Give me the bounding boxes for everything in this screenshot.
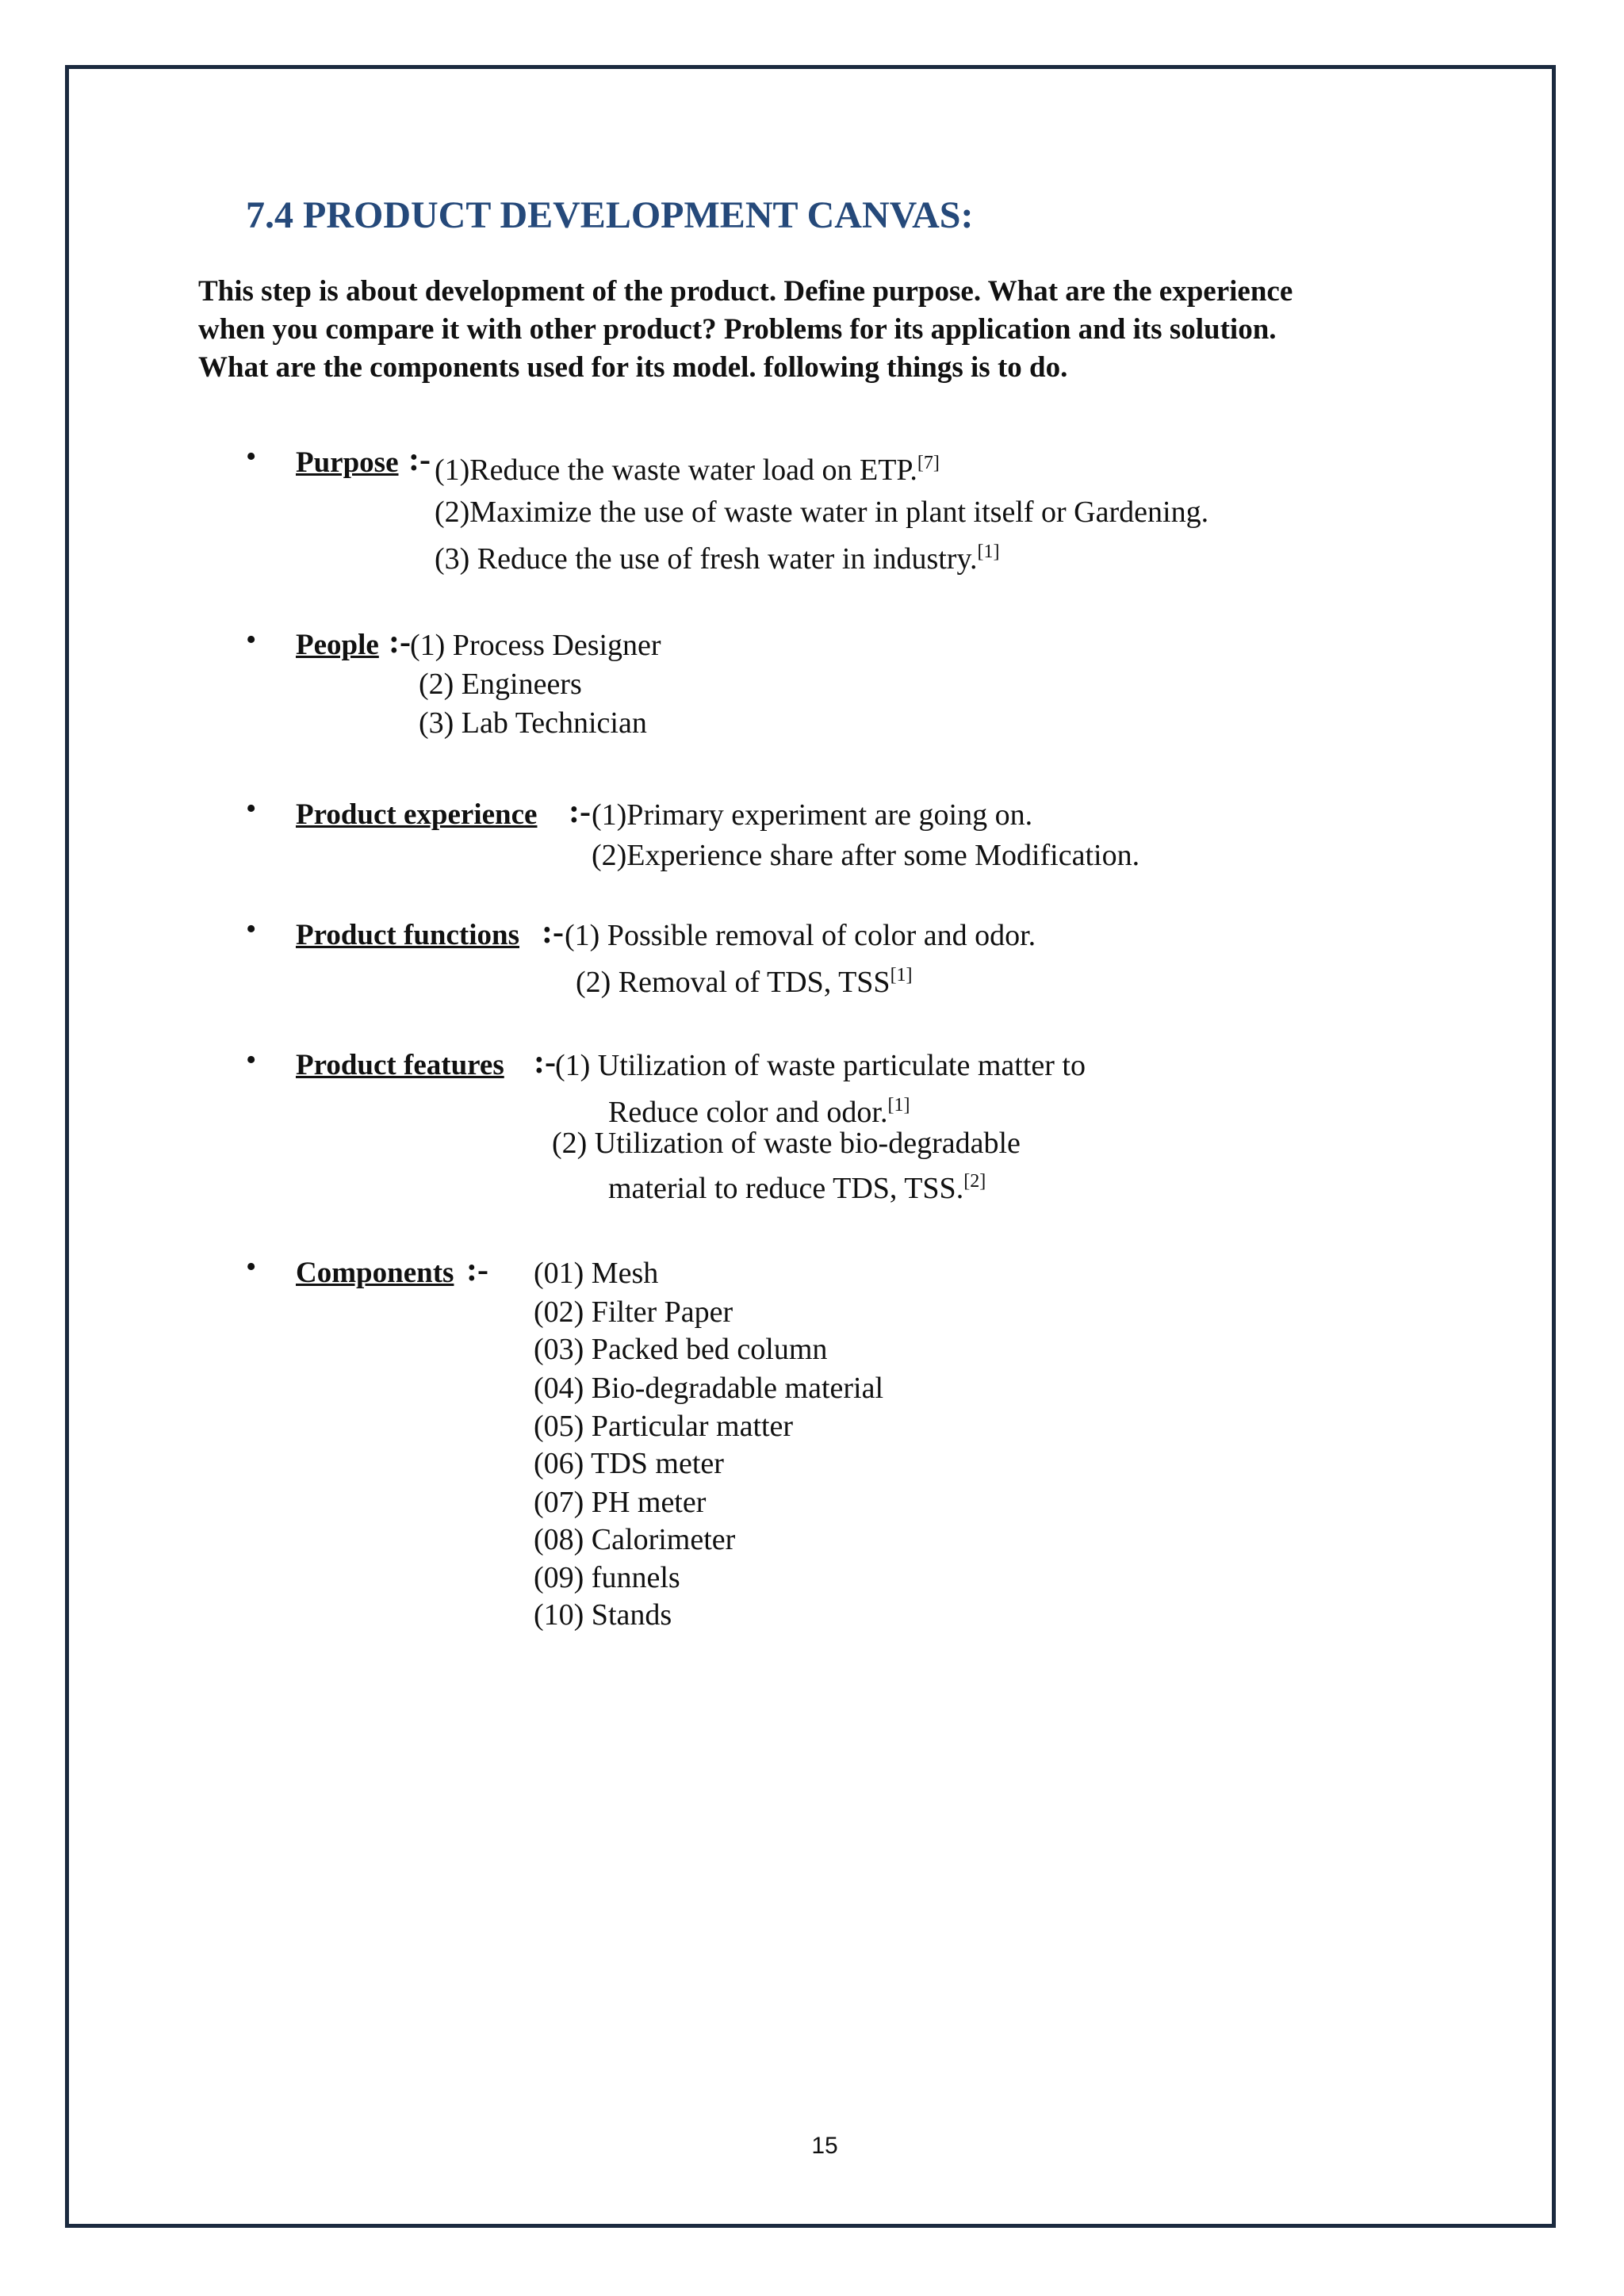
label-separator: :- — [389, 624, 411, 660]
component-item: (10) Stands — [534, 1598, 672, 1632]
citation: [1] — [887, 1095, 910, 1115]
citation: [7] — [917, 453, 940, 473]
intro-line: when you compare it with other product? Problems for its application and its solution. — [198, 313, 1277, 346]
label-separator: :- — [408, 442, 431, 478]
purpose-item: (1)Reduce the waste water load on ETP.[7] — [435, 453, 940, 487]
experience-item: (1)Primary experiment are going on. — [592, 798, 1033, 832]
people-item: (3) Lab Technician — [419, 706, 647, 740]
citation: [2] — [963, 1171, 986, 1192]
intro-paragraph — [198, 273, 1435, 387]
features-item: Reduce color and odor.[1] — [608, 1095, 910, 1129]
bullet-icon: • — [246, 913, 257, 946]
label-separator: :- — [466, 1252, 488, 1288]
intro-line: What are the components used for its model. following things is to do. — [198, 351, 1068, 384]
bullet-icon: • — [246, 623, 257, 656]
intro-line: This step is about development of the product. Define purpose. What are the experience — [198, 275, 1293, 308]
component-item: (02) Filter Paper — [534, 1295, 733, 1329]
features-item: (2) Utilization of waste bio-degradable — [552, 1127, 1021, 1160]
people-item: (2) Engineers — [419, 668, 582, 701]
component-item: (09) funnels — [534, 1561, 680, 1594]
features-item: (1) Utilization of waste particulate matter to — [555, 1049, 1086, 1082]
bullet-icon: • — [246, 440, 257, 473]
section-heading: 7.4 PRODUCT DEVELOPMENT CANVAS: — [246, 194, 974, 236]
functions-label: Product functions — [296, 919, 519, 951]
label-separator: :- — [534, 1044, 556, 1081]
component-item: (05) Particular matter — [534, 1410, 794, 1443]
features-label: Product features — [296, 1049, 504, 1081]
features-item: material to reduce TDS, TSS.[2] — [608, 1171, 986, 1205]
components-label: Components — [296, 1257, 454, 1289]
people-item: (1) Process Designer — [410, 629, 661, 662]
component-item: (03) Packed bed column — [534, 1333, 828, 1366]
functions-item: (1) Possible removal of color and odor. — [565, 919, 1036, 952]
bullet-icon: • — [246, 1043, 257, 1077]
component-item: (06) TDS meter — [534, 1447, 724, 1480]
component-item: (08) Calorimeter — [534, 1523, 736, 1556]
people-label: People — [296, 629, 379, 661]
component-item: (07) PH meter — [534, 1486, 707, 1519]
bullet-icon: • — [246, 1250, 257, 1284]
citation: [1] — [977, 541, 1000, 562]
citation: [1] — [890, 965, 913, 985]
component-item: (01) Mesh — [534, 1257, 659, 1290]
label-separator: :- — [569, 794, 591, 830]
purpose-item: (3) Reduce the use of fresh water in industry.[1] — [435, 541, 1000, 576]
purpose-label: Purpose — [296, 446, 399, 479]
page-number: 15 — [811, 2133, 838, 2159]
component-item: (04) Bio-degradable material — [534, 1372, 884, 1405]
bullet-icon: • — [246, 792, 257, 825]
experience-item: (2)Experience share after some Modification. — [592, 839, 1140, 872]
purpose-item: (2)Maximize the use of waste water in plant itself or Gardening. — [435, 496, 1209, 529]
functions-item: (2) Removal of TDS, TSS[1] — [576, 965, 913, 999]
label-separator: :- — [542, 914, 564, 951]
experience-label: Product experience — [296, 798, 538, 831]
